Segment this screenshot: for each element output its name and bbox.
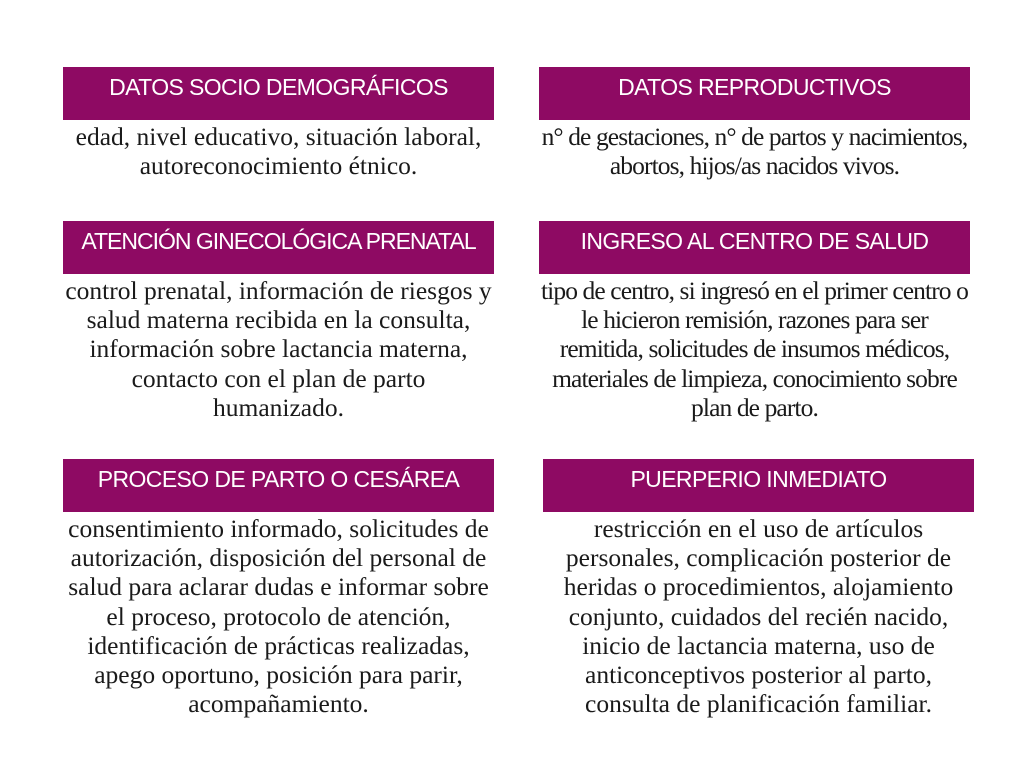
- card-description: n° de gestaciones, n° de partos y nacimientos, abortos, hijos/as nacidos vivos.: [541, 122, 968, 181]
- card-title: INGRESO AL CENTRO DE SALUD: [539, 221, 970, 274]
- card-title: DATOS REPRODUCTIVOS: [539, 67, 970, 120]
- card-description: restricción en el uso de artículos personales, complicación posterior de heridas o procedimientos, alojamiento conjunto, cuidados del recién nacido, inicio de lactancia materna, uso de anticonceptivos posterior al parto, consulta de planificación familiar.: [563, 514, 954, 719]
- card-title: PROCESO DE PARTO O CESÁREA: [63, 459, 494, 512]
- card-title: ATENCIÓN GINECOLÓGICA PRENATAL: [63, 221, 494, 274]
- card-title: PUERPERIO INMEDIATO: [543, 459, 974, 512]
- card-description: control prenatal, información de riesgos y salud materna recibida en la consulta, información sobre lactancia materna, contacto con el plan de parto humanizado.: [65, 276, 492, 422]
- card-description: consentimiento informado, solicitudes de autorización, disposición del personal de salud para aclarar dudas e informar sobre el proceso, protocolo de atención, identificación de prácticas realizadas, apego oportuno, posición para parir, acompañamiento.: [68, 514, 489, 719]
- card-description: edad, nivel educativo, situación laboral, autoreconocimiento étnico.: [75, 122, 482, 181]
- card-description: tipo de centro, si ingresó en el primer centro o le hicieron remisión, razones para ser remitida, solicitudes de insumos médicos, materiales de limpieza, conocimiento sobre plan de parto.: [541, 276, 968, 422]
- card-puerperio-inmediato: [543, 459, 974, 718]
- card-title: DATOS SOCIO DEMOGRÁFICOS: [63, 67, 494, 120]
- card-proceso-parto-cesarea: [63, 459, 494, 718]
- card-datos-reproductivos: [539, 67, 970, 180]
- card-atencion-ginecologica-prenatal: [63, 221, 494, 422]
- card-ingreso-centro-salud: [539, 221, 970, 422]
- card-datos-socio-demograficos: [63, 67, 494, 180]
